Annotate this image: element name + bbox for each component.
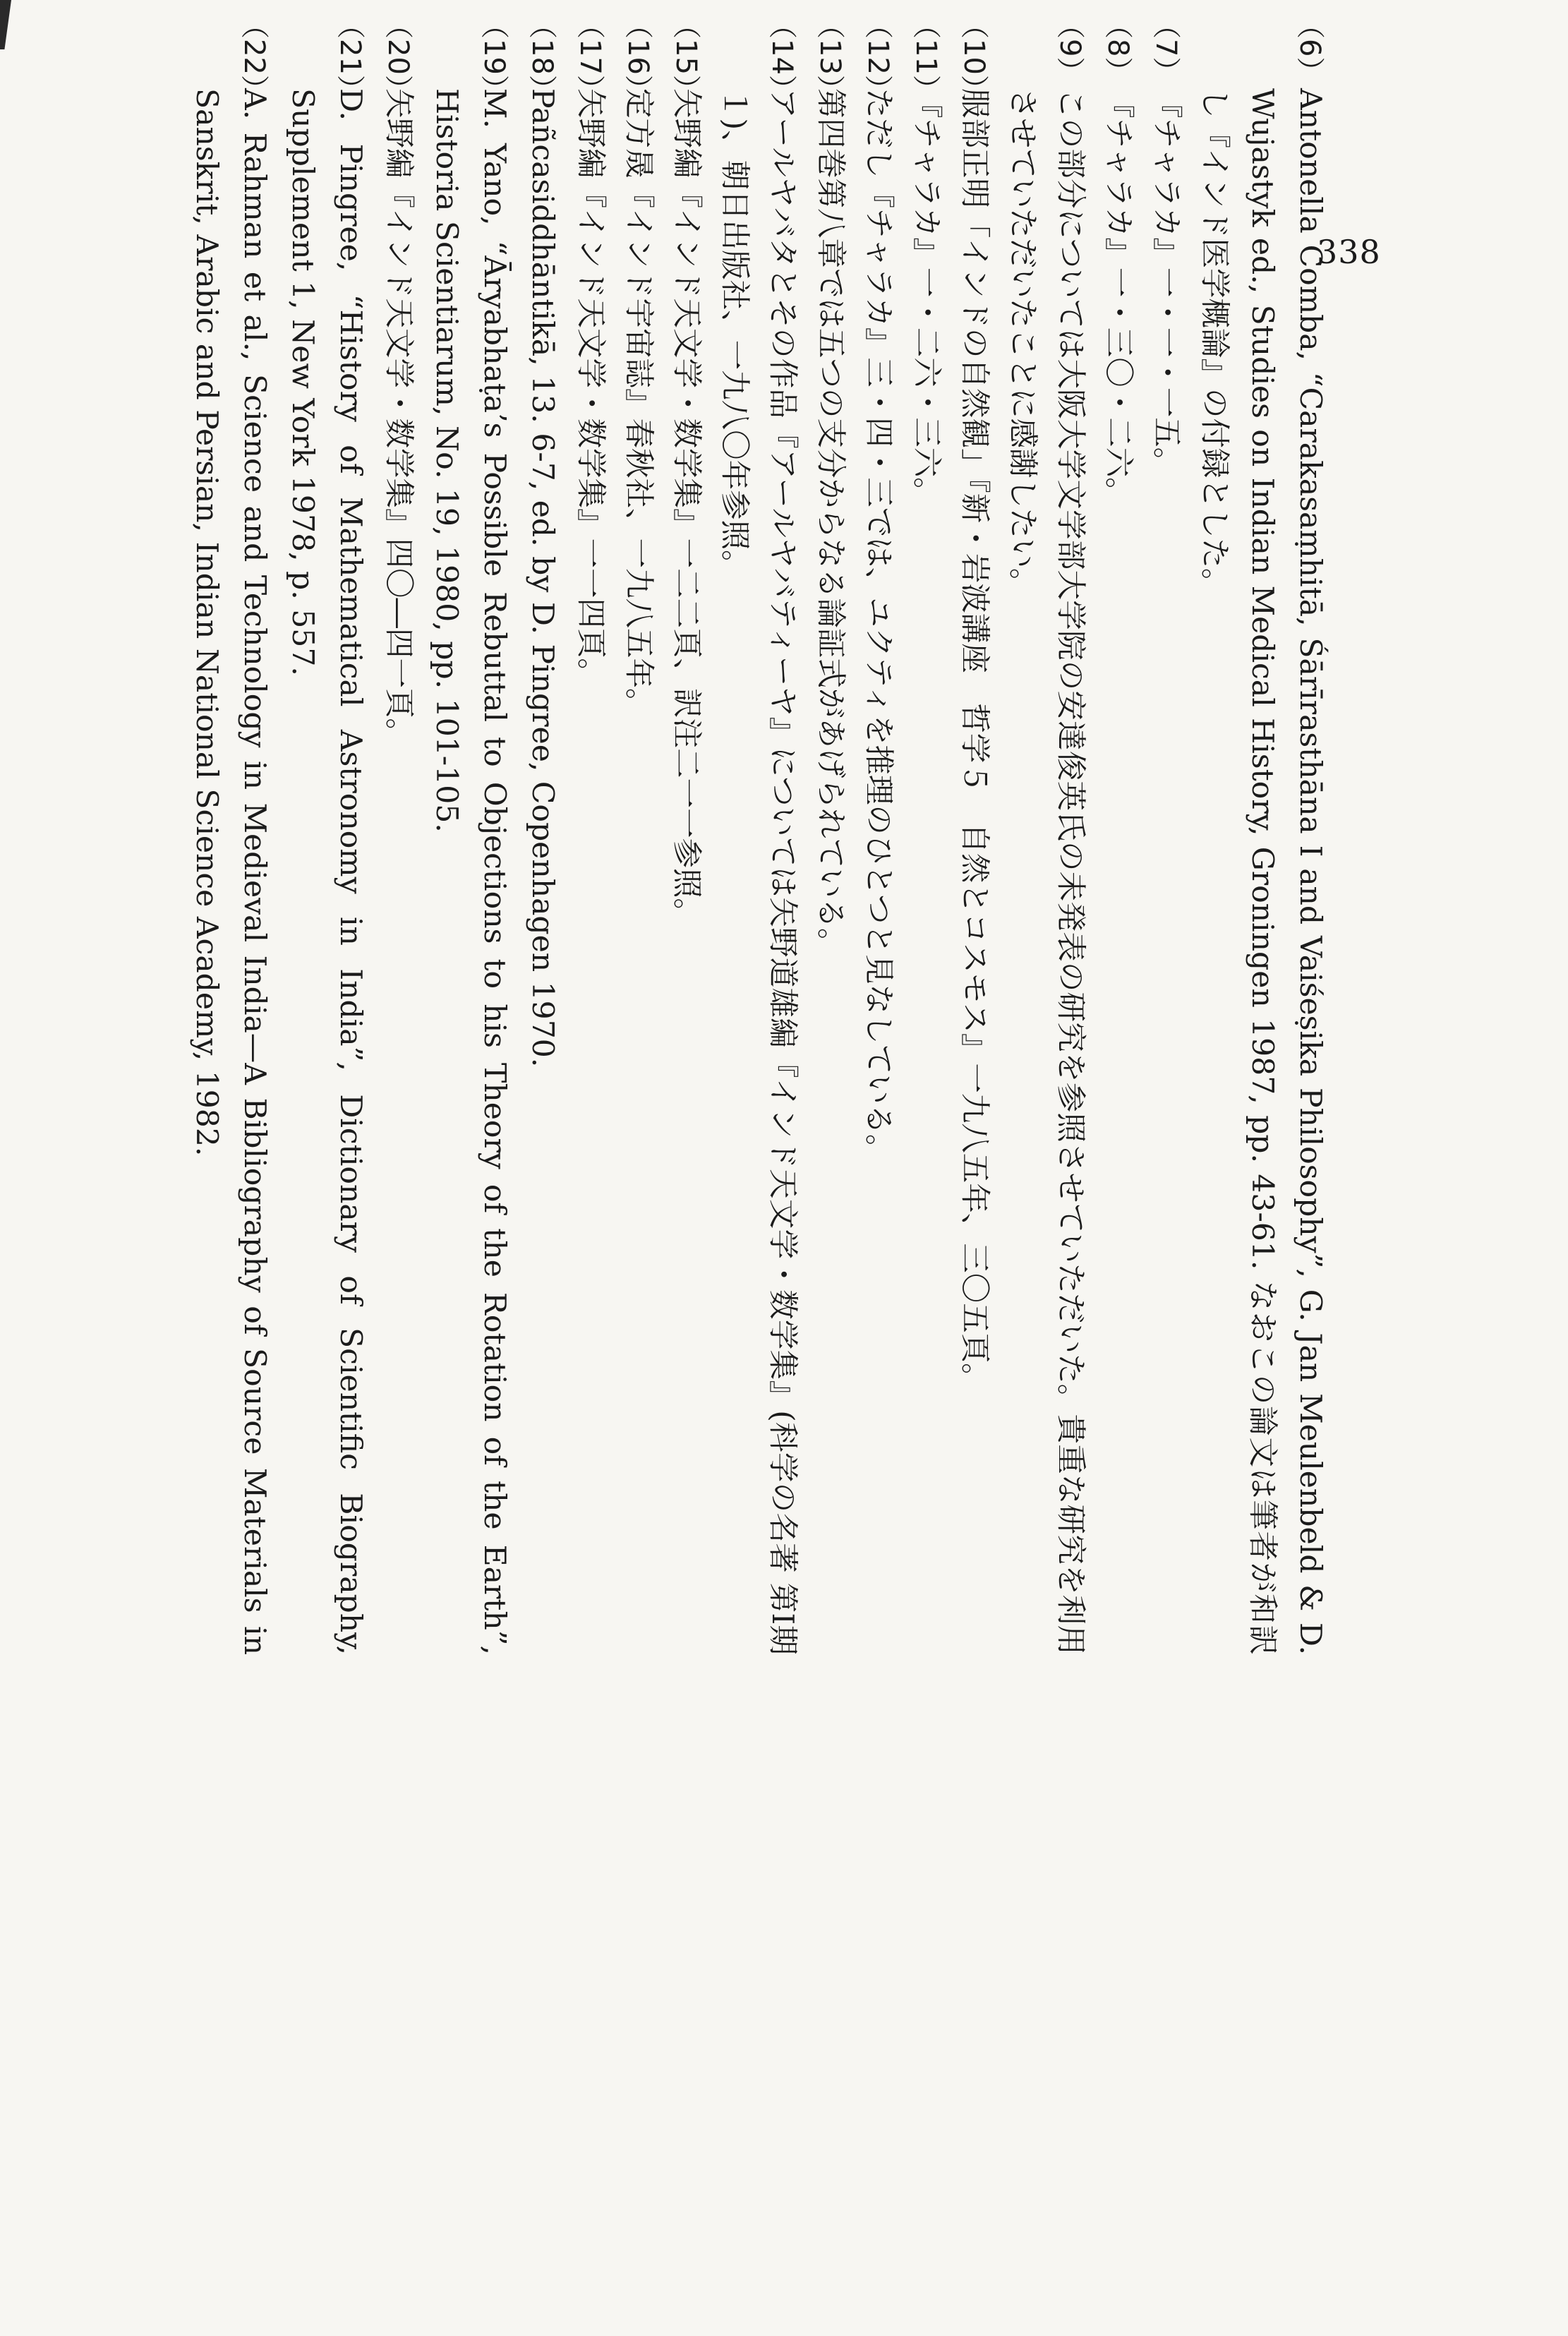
endnote-number: （6） — [1293, 11, 1326, 85]
endnote-number: （13） — [814, 11, 846, 103]
endnote-number: （19） — [478, 11, 510, 103]
endnote-text: Antonella Comba, “Carakasaṃhitā, Śārīrasthāna I and Vaiśeṣika Philosophy”, G. Jan Meulenbeld & D. Wujastyk ed., Studies on Indian Medical History, Groningen 1987, pp. 43-61. なおこの論文は筆者が和訳し『インド医学概論』の付録とした。 — [1197, 88, 1327, 1655]
endnote-text: この部分については大阪大学文学部大学院の安達俊英氏の未発表の研究を参照させていただいた。貴重な研究を利用させていただいたことに感謝したい。 — [1005, 88, 1087, 1655]
endnote-text: アールヤバタとその作品『アールヤバティーヤ』については矢野道雄編『インド天文学・数学集』(科学の名著 第Ⅰ期１)、朝日出版社、一九八〇年参照。 — [717, 88, 800, 1655]
endnote-text: 『チャラカ』一・三〇・二六。 — [1101, 88, 1135, 507]
endnote-text: 『チャラカ』一・二六・三六。 — [909, 88, 943, 507]
endnote-19 — [422, 11, 518, 1655]
endnote-22 — [182, 11, 278, 1655]
endnote-number: （17） — [574, 11, 606, 103]
endnote-text: 定方晟『インド宇宙誌』春秋社、一九八五年。 — [621, 88, 656, 718]
endnote-text: 矢野編『インド天文学・数学集』一一四頁。 — [573, 88, 608, 689]
endnote-number: （16） — [622, 11, 654, 103]
scan-edge-mark — [0, 0, 11, 49]
page-number: 338 — [1317, 233, 1381, 271]
endnote-15 — [662, 11, 710, 1655]
endnote-10 — [950, 11, 998, 1655]
endnote-text: 矢野編『インド天文学・数学集』一二二頁、訳注二一一参照。 — [669, 88, 704, 929]
endnote-text: 第四巻第八章では五つの支分からなる論証式があげられている。 — [813, 88, 848, 958]
endnote-16 — [614, 11, 662, 1655]
endnote-9 — [998, 11, 1094, 1655]
endnote-20 — [374, 11, 422, 1655]
endnote-text: Pañcasiddhāntikā, 13. 6-7, ed. by D. Pingree, Copenhagen 1970. — [525, 88, 560, 1068]
endnote-21 — [278, 11, 374, 1655]
endnote-number: （8） — [1102, 11, 1134, 85]
endnote-12 — [854, 11, 902, 1655]
endnote-7 — [1142, 11, 1190, 1655]
endnote-text: A. Rahman et al., Science and Technology in Medieval India—A Bibliography of Source Materials in Sanskrit, Arabic and Persian, Indian National Science Academy, 1982. — [189, 88, 272, 1655]
endnote-text: ただし『チャラカ』三・四・三では、ユクティを推理のひとつと見なしている。 — [861, 88, 895, 1164]
endnote-number: （12） — [862, 11, 894, 103]
endnote-number: （15） — [670, 11, 702, 103]
endnote-number: （20） — [382, 11, 414, 103]
endnote-text: 矢野編『インド天文学・数学集』四〇―四一頁。 — [381, 88, 416, 749]
endnote-text: M. Yano, “Āryabhaṭa’s Possible Rebuttal to Objections to his Theory of the Rotation of the Earth”, Historia Scientiarum, No. 19, 1980, pp. 101-105. — [429, 88, 512, 1655]
endnote-number: （10） — [958, 11, 990, 103]
endnote-6 — [1190, 11, 1334, 1655]
endnote-18 — [518, 11, 566, 1655]
endnote-text: 服部正明「インドの自然観」『新・岩波講座 哲学５ 自然とコスモス』一九八五年、三〇五頁。 — [957, 88, 991, 1393]
endnote-8 — [1094, 11, 1142, 1655]
endnote-number: （14） — [766, 11, 798, 103]
endnote-text: D. Pingree, “History of Mathematical Astronomy in India”, Dictionary of Scientific Biography, Supplement 1, New York 1978, p. 557. — [285, 88, 368, 1655]
endnote-11 — [902, 11, 950, 1655]
endnote-number: （22） — [238, 11, 270, 103]
endnote-13 — [806, 11, 854, 1655]
endnote-number: （7） — [1150, 11, 1182, 85]
endnote-number: （9） — [1054, 11, 1086, 85]
endnote-text: 『チャラカ』一・一・一五。 — [1149, 88, 1183, 478]
endnote-number: （11） — [910, 11, 942, 103]
endnote-17 — [566, 11, 614, 1655]
endnotes-list — [78, 11, 1334, 1655]
endnote-number: （18） — [526, 11, 558, 103]
endnote-14 — [710, 11, 806, 1655]
endnote-number: （21） — [334, 11, 366, 103]
